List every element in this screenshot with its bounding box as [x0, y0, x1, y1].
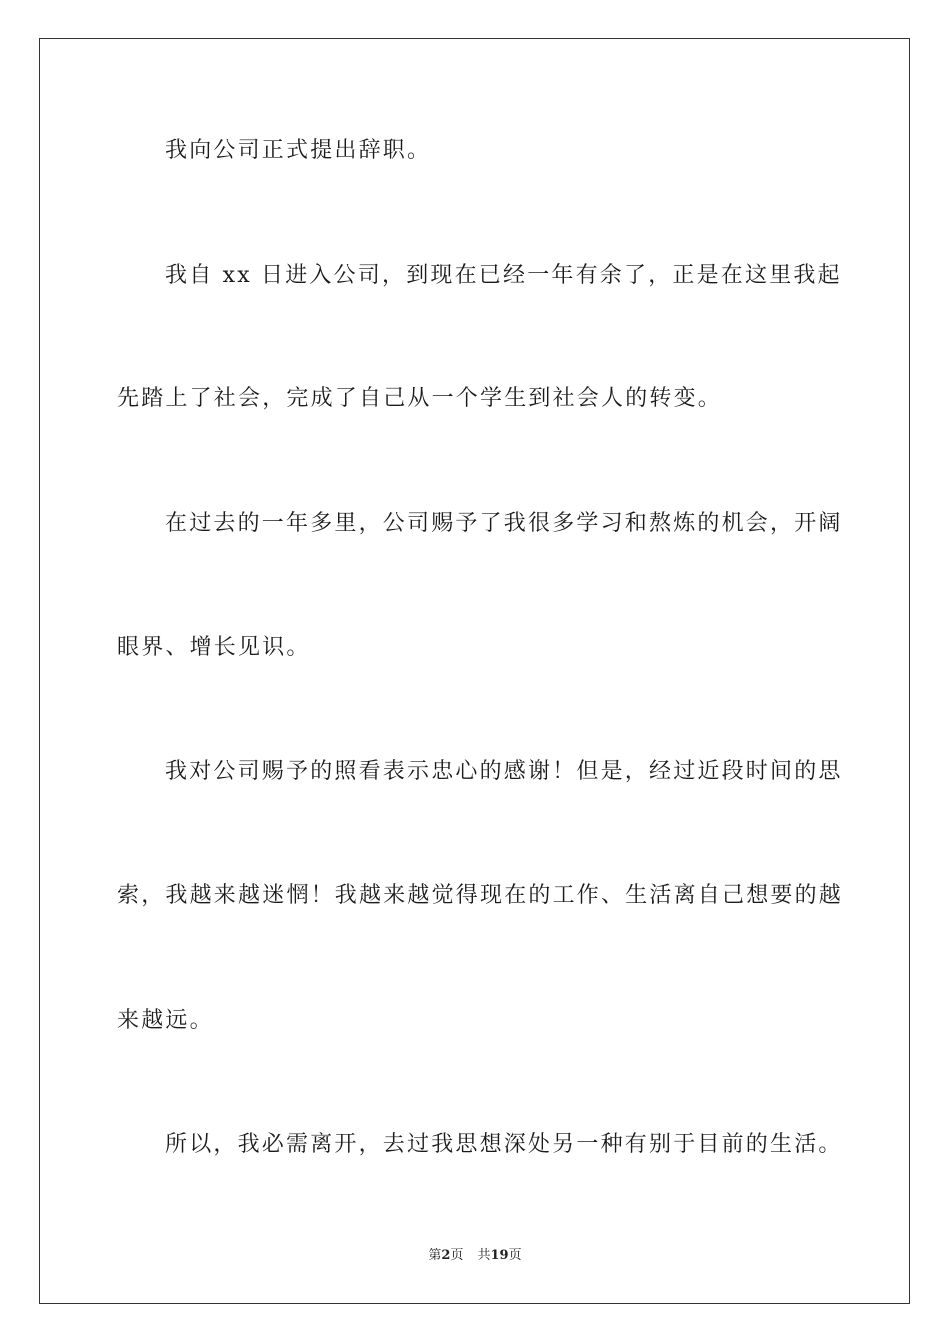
paragraph-3-line-2: 眼界、增长见识。: [117, 635, 311, 660]
paragraph-4-line-3: 来越远。: [117, 1008, 214, 1033]
paragraph-2-line-1: 我自 xx 日进入公司，到现在已经一年有余了，正是在这里我起: [165, 263, 842, 288]
footer-total-pages: 19: [490, 1248, 509, 1263]
paragraph-5-line-1: 所以，我必需离开，去过我思想深处另一种有别于目前的生活。: [165, 1132, 843, 1157]
footer-total-prefix: 共: [477, 1248, 491, 1263]
paragraph-1-line-1: 我向公司正式提出辞职。: [165, 138, 432, 163]
paragraph-4-line-1: 我对公司赐予的照看表示忠心的感谢！但是，经过近段时间的思: [165, 759, 843, 784]
paragraph-2-line-2: 先踏上了社会，完成了自己从一个学生到社会人的转变。: [117, 386, 723, 411]
footer-page-suffix: 页: [450, 1248, 464, 1263]
page-footer: [0, 1247, 950, 1265]
footer-page-number: 2: [441, 1248, 451, 1263]
paragraph-3-line-1: 在过去的一年多里，公司赐予了我很多学习和熬炼的机会，开阔: [165, 511, 843, 536]
paragraph-4-line-2: 索，我越来越迷惘！我越来越觉得现在的工作、生活离自己想要的越: [117, 883, 844, 908]
footer-total-suffix: 页: [508, 1248, 522, 1263]
page-border: [39, 38, 910, 1304]
footer-page-prefix: 第: [428, 1248, 442, 1263]
